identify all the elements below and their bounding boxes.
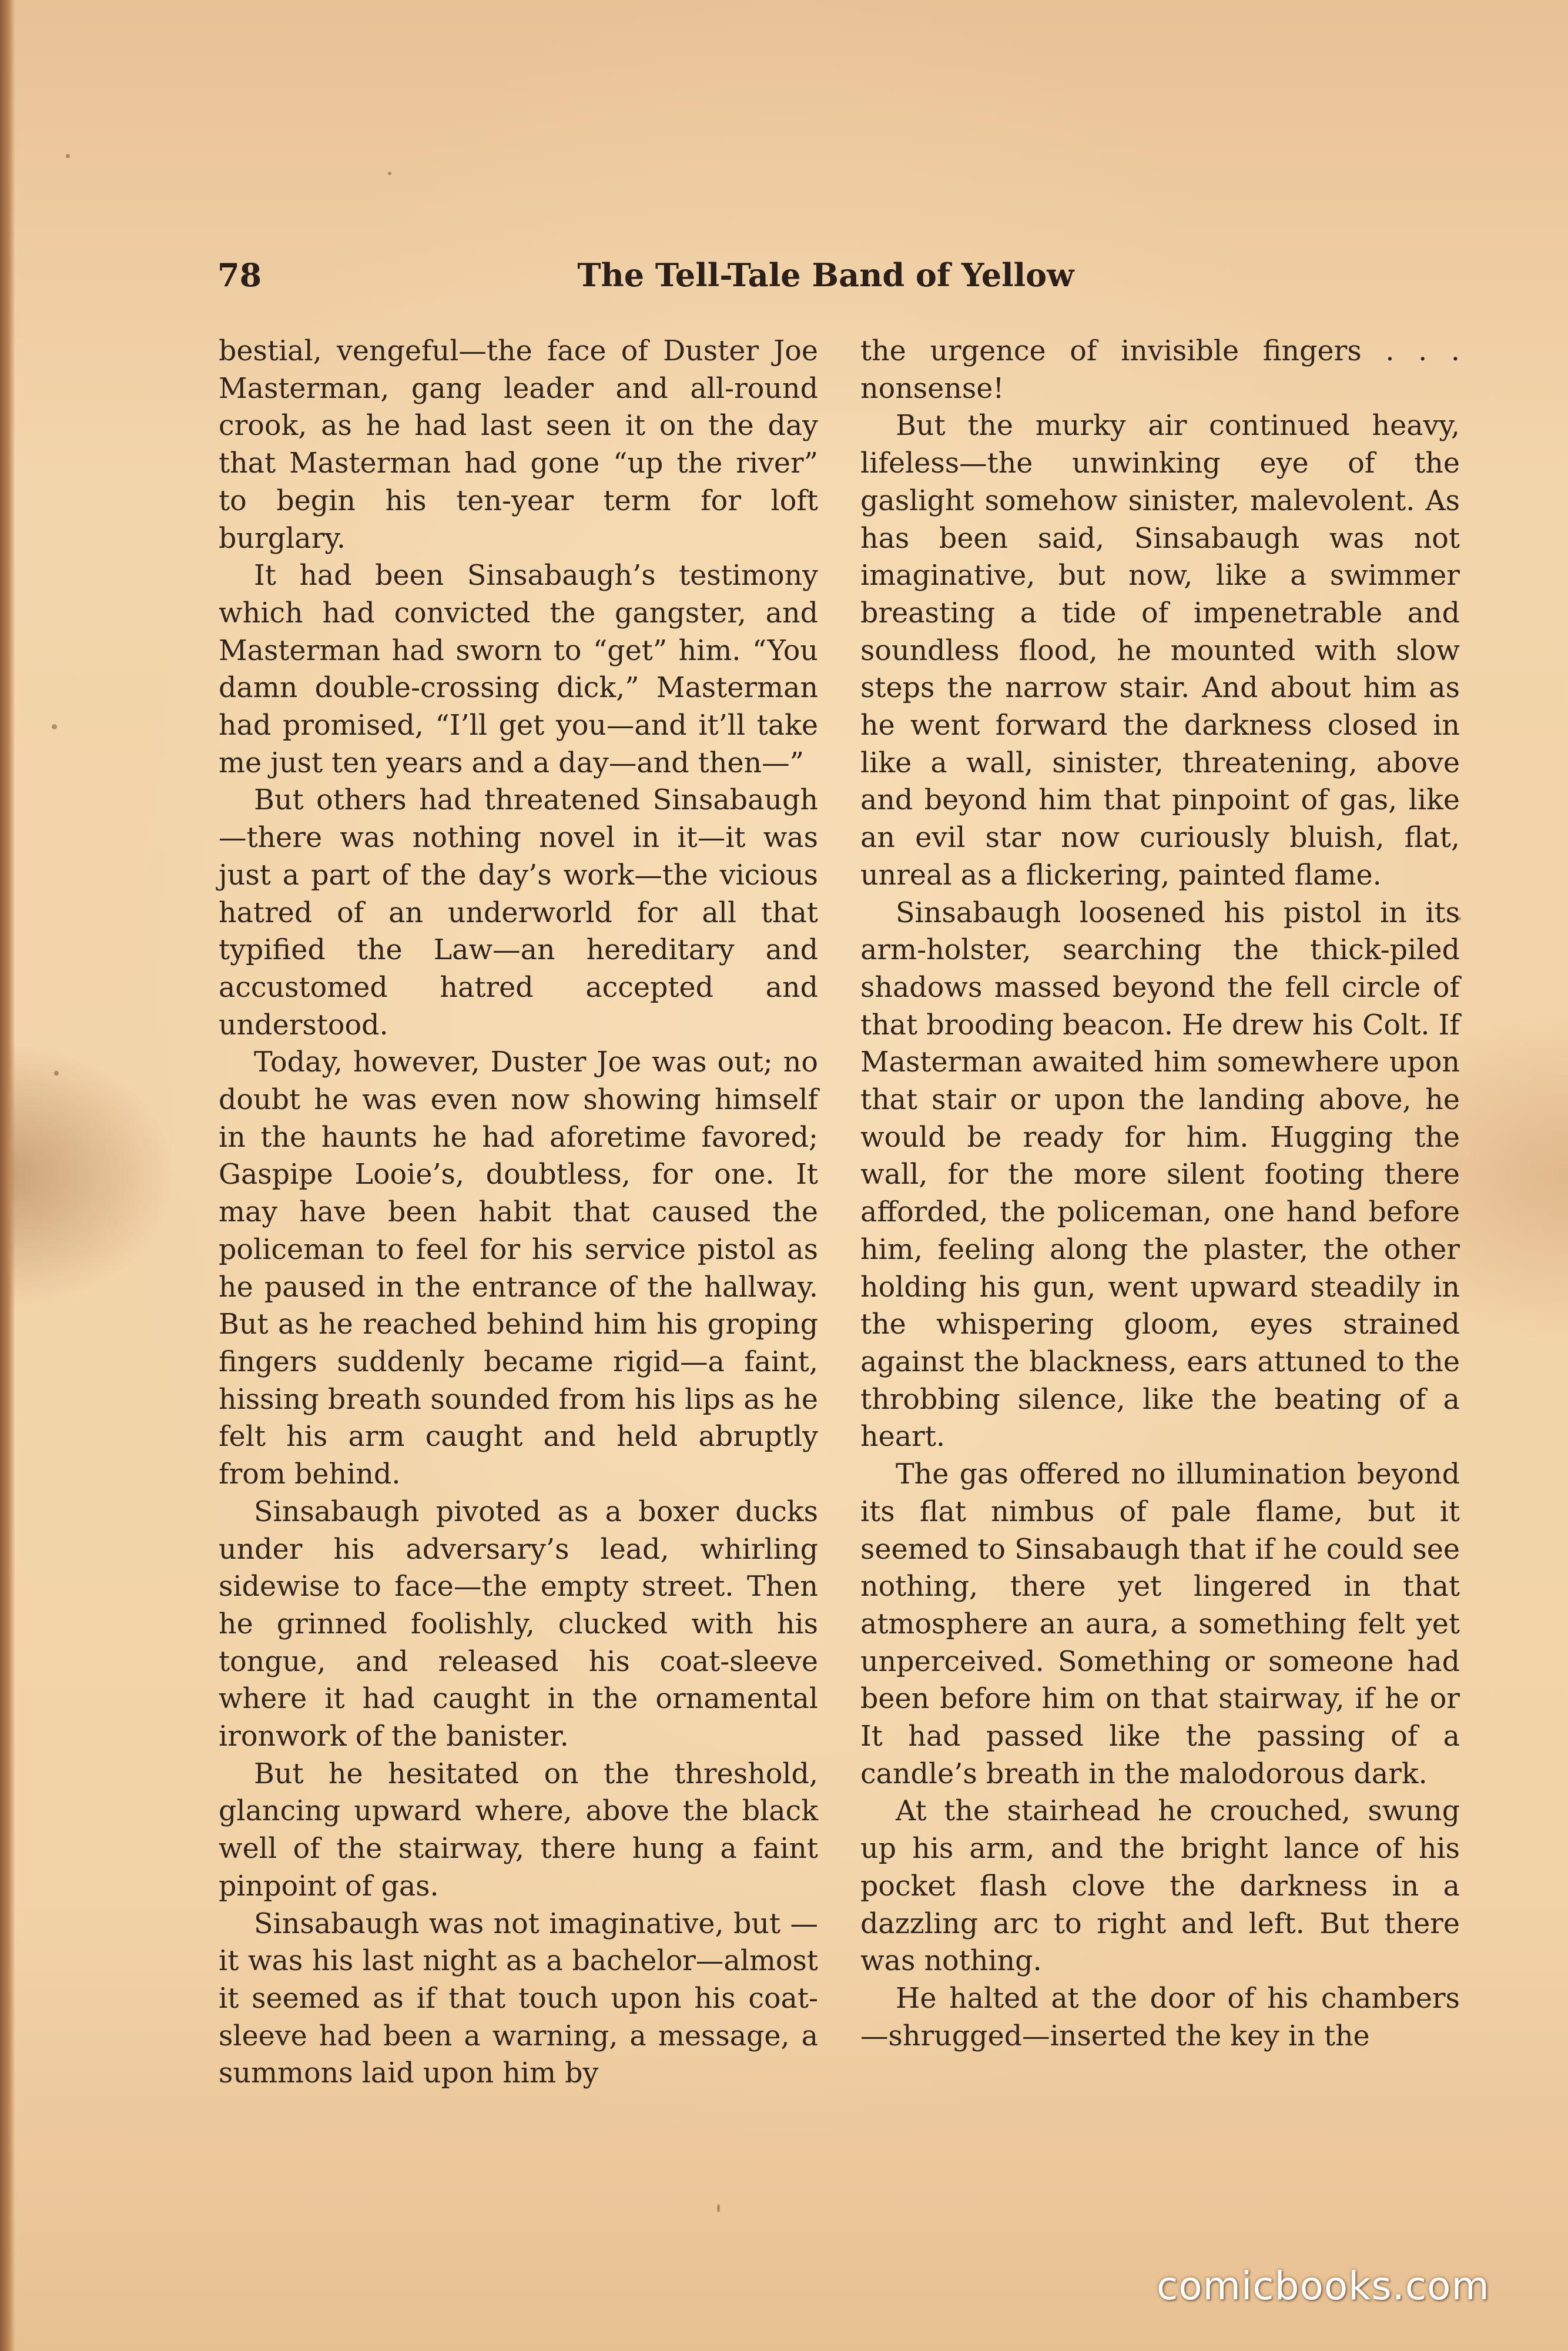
paper-speck — [717, 2204, 720, 2212]
paragraph: Sinsabaugh pivoted as a boxer ducks under his adversary’s lead, whirling sidewise to face—the empty street. Then he grinned foolishly, clucked with his tongue, and released his coat-sleeve where it had caught in the ornamental ironwork of the banister. — [219, 1495, 818, 1753]
paper-speck — [52, 724, 57, 729]
site-watermark: comicbooks.com — [1157, 2263, 1490, 2309]
page-header — [217, 252, 1117, 299]
paragraph: Sinsabaugh loosened his pistol in its arm-holster, searching the thick-piled shadows massed beyond the fell circle of that brooding beacon. He drew his Colt. If Masterman awaited him somewhere upon that stair or upon the landing above, he would be ready for him. Hugging the wall, for the more silent footing there afforded, the policeman, one hand before him, feeling along the plaster, the other holding his gun, went upward steadily in the whispering gloom, eyes strained against the blackness, ears attuned to the throbbing silence, like the beating of a heart. — [860, 896, 1460, 1454]
paragraph: But others had threatened Sinsabaugh—there was nothing novel in it—it was just a part of the day’s work—the vicious hatred of an underworld for all that typified the Law—an hereditary and accustomed hatred accepted and understood. — [219, 784, 818, 1041]
paper-speck — [54, 1071, 59, 1076]
paragraph: bestial, vengeful—the face of Duster Joe Masterman, gang leader and all-round crook, as he had last seen it on the day that Masterman had gone “up the river” to begin his ten-year term for loft burglary. — [219, 335, 818, 555]
paragraph: the urgence of invisible fingers . . . nonsense! — [860, 335, 1460, 405]
text-column-left — [219, 333, 818, 2092]
running-title: The Tell-Tale Band of Yellow — [577, 256, 1074, 294]
paragraph: He halted at the door of his chambers—shrugged—inserted the key in the — [860, 1982, 1460, 2052]
paragraph: It had been Sinsabaugh’s testimony which had convicted the gangster, and Masterman had sworn to “get” him. “You damn double-crossing dick,” Masterman had promised, “I’ll get you—and it’ll take me just ten years and a day—and then—” — [219, 560, 818, 779]
text-column-right — [860, 333, 1460, 2055]
paper-speck — [388, 172, 391, 175]
paragraph: The gas offered no illumination beyond its flat nimbus of pale flame, but it seemed to Sinsabaugh that if he could see nothing, there yet lingered in that atmosphere an aura, a something felt yet unperceived. Something or someone had been before him on that stairway, if he or It had passed like the passing of a candle’s breath in the malodorous dark. — [860, 1458, 1460, 1790]
paper-speck — [66, 154, 70, 158]
paragraph: Sinsabaugh was not imaginative, but —it was his last night as a bachelor—almost it seemed as if that touch upon his coat-sleeve had been a warning, a message, a summons laid upon him by — [219, 1907, 818, 2090]
paragraph: At the stairhead he crouched, swung up his arm, and the bright lance of his pocket flash clove the darkness in a dazzling arc to right and left. But there was nothing. — [860, 1795, 1460, 1978]
paragraph: But the murky air continued heavy, lifeless—the unwinking eye of the gaslight somehow sinister, malevolent. As has been said, Sinsabaugh was not imaginative, but now, like a swimmer breasting a tide of impenetrable and soundless flood, he mounted with slow steps the narrow stair. And about him as he went forward the darkness closed in like a wall, sinister, threatening, above and beyond him that pinpoint of gas, like an evil star now curiously bluish, flat, unreal as a flickering, painted flame. — [860, 410, 1460, 892]
paragraph: Today, however, Duster Joe was out; no doubt he was even now showing himself in the haunts he had aforetime favored; Gaspipe Looie’s, doubtless, for one. It may have been habit that caused the policeman to feel for his service pistol as he paused in the entrance of the hallway. But as he reached behind him his groping fingers suddenly became rigid—a faint, hissing breath sounded from his lips as he felt his arm caught and held abruptly from behind. — [219, 1046, 818, 1491]
paragraph: But he hesitated on the threshold, glancing upward where, above the black well of the stairway, there hung a faint pinpoint of gas. — [219, 1757, 818, 1903]
page-number: 78 — [217, 256, 262, 294]
page-edge-shadow — [0, 0, 15, 2351]
